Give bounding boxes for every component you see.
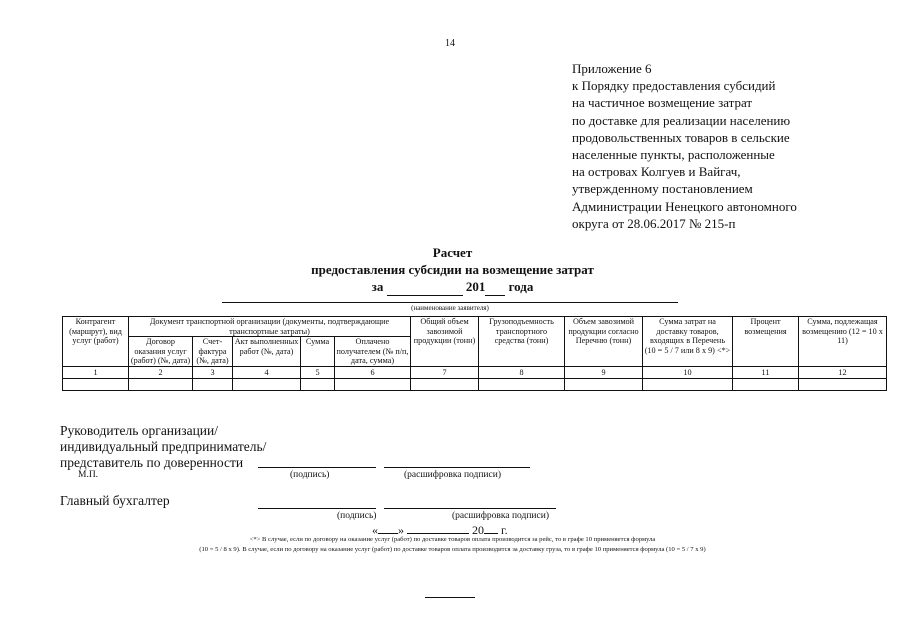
month-blank: [407, 521, 469, 534]
title-year: 201: [465, 279, 486, 294]
col-number: 1: [63, 366, 129, 378]
table-cell: [799, 378, 887, 390]
table-cell: [301, 378, 335, 390]
header-transport-document: Документ транспортной организации (документы, подтверждающие транспортные затраты): [129, 317, 411, 337]
accountant-decode-caption: (расшифровка подписи): [452, 511, 549, 521]
col-number: 3: [193, 366, 233, 378]
title-line-2: предоставления субсидии на возмещение затрат: [311, 262, 594, 277]
col-number: 10: [643, 366, 733, 378]
table-cell: [233, 378, 301, 390]
header-amount-to-reimburse: Сумма, подлежащая возмещению (12 = 10 х 11): [799, 317, 887, 367]
table-cell: [63, 378, 129, 390]
date-close-quote: »: [398, 523, 404, 537]
col-number: 2: [129, 366, 193, 378]
appendix-header: [572, 60, 797, 232]
table-cell: [733, 378, 799, 390]
period-blank: [387, 278, 463, 296]
date-open-quote: «: [372, 523, 378, 537]
header-contract: Договор оказания услуг (работ) (№, дата): [129, 337, 193, 367]
calculation-table: [62, 316, 887, 391]
table-cell: [411, 378, 479, 390]
date-year-suffix: г.: [501, 523, 508, 537]
appendix-line: продовольственных товаров в сельские: [572, 129, 790, 145]
chief-accountant-label: Главный бухгалтер: [60, 493, 170, 508]
title-period-prefix: за: [371, 279, 384, 294]
appendix-line: утвержденному постановлением: [572, 181, 753, 197]
col-number: 8: [479, 366, 565, 378]
header-paid: Оплачено получателем (№ п/п, дата, сумма): [335, 337, 411, 367]
appendix-line: населенные пункты, расположенные: [572, 147, 775, 163]
header-reimbursement-percent: Процент возмещения: [733, 317, 799, 367]
table-empty-row: [63, 378, 887, 390]
title-line-1: Расчет: [432, 245, 473, 260]
col-number: 6: [335, 366, 411, 378]
title-period-suffix: года: [508, 279, 534, 294]
head-decode-line: [384, 467, 530, 468]
appendix-line: округа от 28.06.2017 № 215-п: [572, 215, 736, 231]
col-number: 11: [733, 366, 799, 378]
head-signature-caption: (подпись): [290, 470, 330, 480]
header-act: Акт выполненных работ (№, дата): [233, 337, 301, 367]
bottom-divider: [425, 597, 475, 598]
table-number-row: [63, 366, 887, 378]
header-total-volume: Общий объем завозимой продукции (тонн): [411, 317, 479, 367]
appendix-line: на островах Колгуев и Вайгач,: [572, 164, 741, 180]
page-number: 14: [445, 38, 455, 49]
header-delivery-cost: Сумма затрат на доставку товаров, входящих в Перечень (10 = 5 / 7 или 8 х 9) <*>: [643, 317, 733, 367]
header-counterparty: Контрагент (маршрут), вид услуг (работ): [63, 317, 129, 367]
day-blank: [378, 521, 398, 534]
accountant-signature-caption: (подпись): [337, 511, 377, 521]
head-label-line-3: представитель по доверенности: [60, 455, 244, 470]
header-invoice: Счет-фактура (№, дата): [193, 337, 233, 367]
col-number: 7: [411, 366, 479, 378]
year-blank: [484, 521, 498, 534]
appendix-line: по доставке для реализации населению: [572, 112, 791, 128]
header-volume-per-list: Объем завозимой продукции согласно Перечню (тонн): [565, 317, 643, 367]
accountant-signature-line: [258, 508, 376, 509]
col-number: 5: [301, 366, 335, 378]
table-cell: [193, 378, 233, 390]
stamp-placeholder: М.П.: [78, 470, 99, 480]
appendix-line: к Порядку предоставления субсидий: [572, 78, 776, 94]
year-blank: [485, 278, 505, 296]
document-title: [0, 244, 905, 296]
table-cell: [335, 378, 411, 390]
table-cell: [643, 378, 733, 390]
footnote-line-2: (10 = 5 / 8 х 9). В случае, если по договору на оказание услуг (работ) по доставке товаров оплата производится за доставку груза, то в графе 10 применяется формула (10 = 5 / 7 х 9): [199, 546, 706, 553]
footnote-line-1: <*> В случае, если по договору на оказание услуг (работ) по доставке товаров оплата производится за рейс, то в графе 10 применяется формула: [249, 536, 656, 543]
applicant-caption: (наименование заявителя): [411, 304, 489, 312]
head-label-line-2: индивидуальный предприниматель/: [60, 439, 267, 454]
head-decode-caption: (расшифровка подписи): [404, 470, 501, 480]
title-line-3: [0, 278, 905, 296]
col-number: 12: [799, 366, 887, 378]
header-capacity: Грузоподъемность транспортного средства (тонн): [479, 317, 565, 367]
head-signature-line: [258, 467, 376, 468]
appendix-line: Администрации Ненецкого автономного: [572, 198, 797, 214]
col-number: 4: [233, 366, 301, 378]
appendix-line: на частичное возмещение затрат: [572, 95, 753, 111]
appendix-line: Приложение 6: [572, 61, 652, 76]
accountant-decode-line: [384, 508, 556, 509]
table-cell: [479, 378, 565, 390]
table-cell: [129, 378, 193, 390]
head-label-line-1: Руководитель организации/: [60, 423, 219, 438]
table-cell: [565, 378, 643, 390]
col-number: 9: [565, 366, 643, 378]
header-sum: Сумма: [301, 337, 335, 367]
applicant-name-line: [222, 302, 678, 303]
date-year-prefix: 20: [472, 523, 484, 537]
table-header-row: [63, 317, 887, 337]
